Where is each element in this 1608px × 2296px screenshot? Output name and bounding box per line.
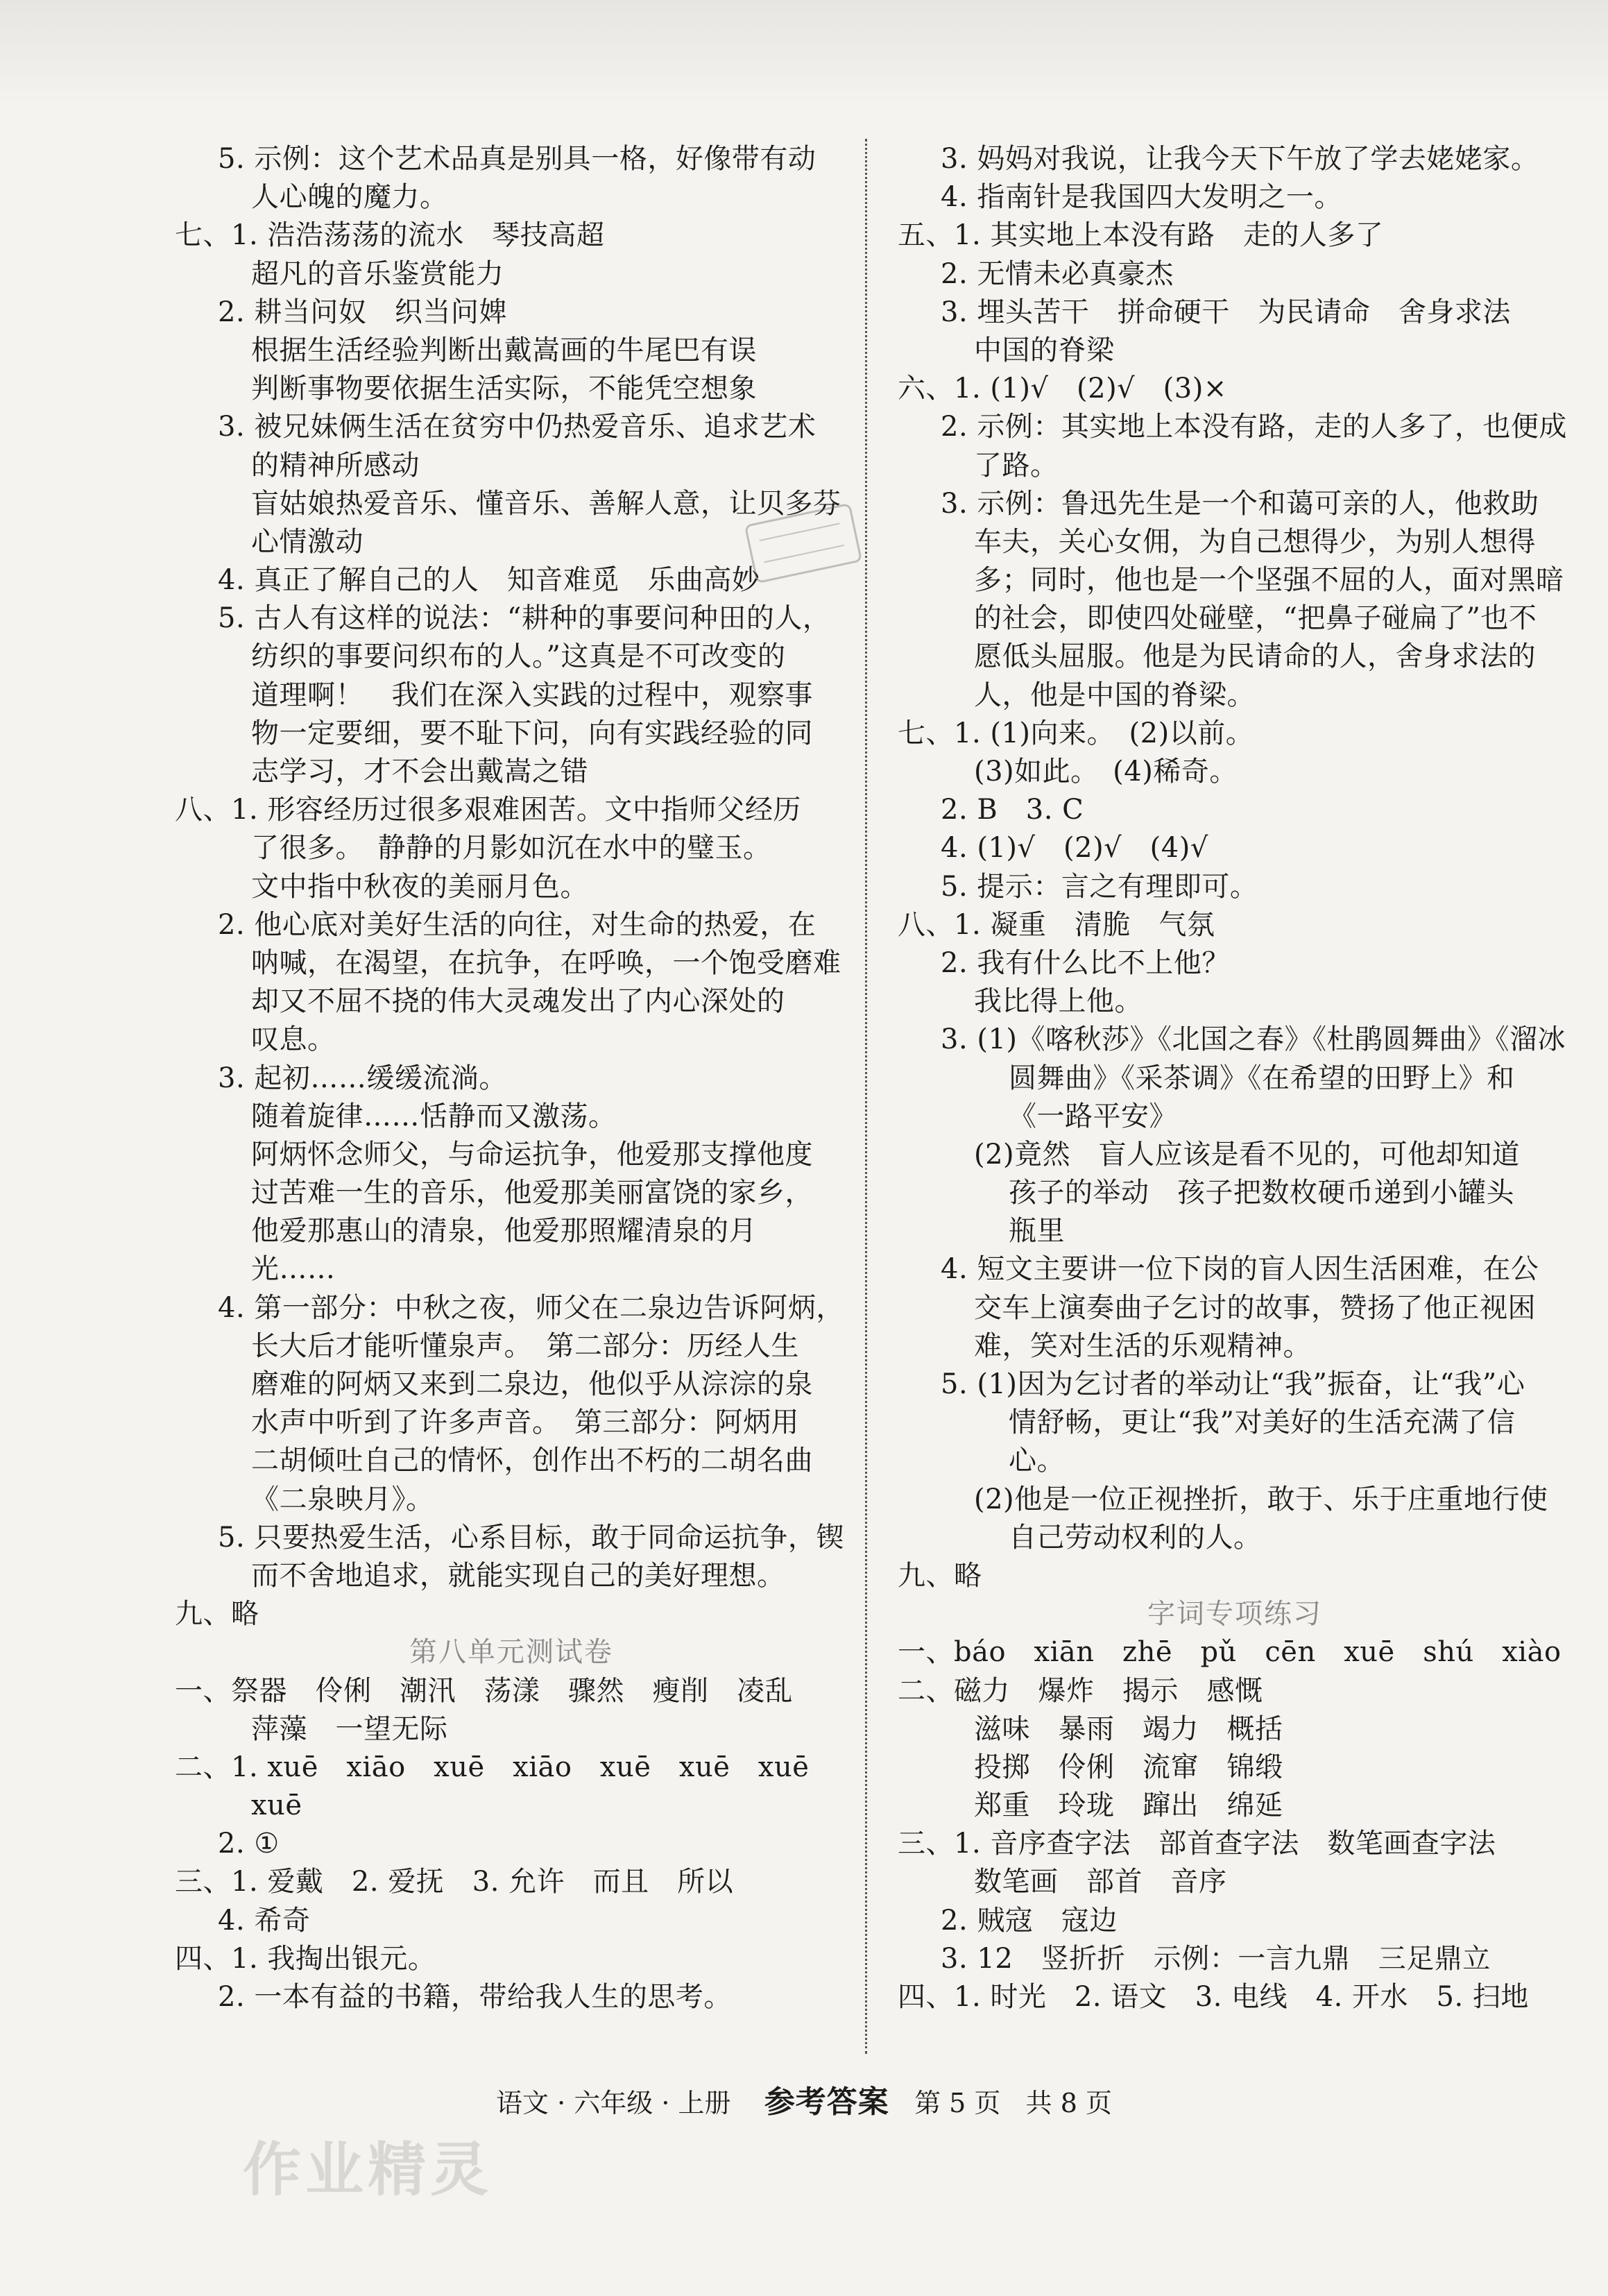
left-line: 2. 一本有益的书籍，带给我人生的思考。	[218, 1981, 732, 2013]
right-line: 5. 提示：言之有理即可。	[941, 870, 1258, 903]
right-line: 中国的脊梁	[974, 334, 1115, 366]
left-line: 却又不屈不挠的伟大灵魂发出了内心深处的	[251, 985, 785, 1018]
left-line: 5. 只要热爱生活，心系目标，敢于同命运抗争，锲	[218, 1521, 844, 1554]
right-line: 3. 妈妈对我说，让我今天下午放了学去姥姥家。	[941, 143, 1539, 175]
right-line: 多；同时，他也是一个坚强不屈的人，面对黑暗	[974, 564, 1564, 597]
page-footer	[0, 2082, 1608, 2124]
footer-total-pages: 共 8 页	[1025, 2088, 1112, 2118]
left-line: 过苦难一生的音乐，他爱那美丽富饶的家乡，	[251, 1177, 813, 1209]
right-line: 四、1. 时光 2. 语文 3. 电线 4. 开水 5. 扫地	[898, 1981, 1529, 2013]
right-line: 3. 埋头苦干 拼命硬干 为民请命 舍身求法	[941, 296, 1511, 328]
right-line: 情舒畅，更让“我”对美好的生活充满了信	[1009, 1406, 1516, 1439]
left-line: 志学习，才不会出戴嵩之错	[251, 756, 588, 788]
right-line: 5. (1)因为乞讨者的举动让“我”振奋，让“我”心	[941, 1368, 1525, 1400]
left-line: 一、祭器 伶俐 潮汛 荡漾 骤然 瘦削 凌乱	[175, 1674, 793, 1707]
section-heading: 字词专项练习	[1147, 1598, 1322, 1631]
left-line: 4. 真正了解自己的人 知音难觅 乐曲高妙	[218, 564, 760, 597]
column-divider	[865, 139, 867, 2054]
footer-brand: 参考答案	[764, 2084, 889, 2120]
section-heading: 第八单元测试卷	[409, 1636, 613, 1669]
left-line: 4. 希奇	[218, 1904, 311, 1937]
right-line: 4. 短文主要讲一位下岗的盲人因生活困难，在公	[941, 1253, 1539, 1286]
right-line: 孩子的举动 孩子把数枚硬币递到小罐头	[1009, 1177, 1514, 1209]
left-line: 八、1. 形容经历过很多艰难困苦。文中指师父经历	[175, 794, 801, 826]
left-line: 阿炳怀念师父，与命运抗争，他爱那支撑他度	[251, 1138, 813, 1171]
left-line: 5. 示例：这个艺术品真是别具一格，好像带有动	[218, 143, 816, 175]
right-line: 愿低头屈服。他是为民请命的人，舍身求法的	[974, 640, 1536, 673]
left-line: 《二泉映月》。	[251, 1483, 434, 1515]
right-line: 我比得上他。	[974, 985, 1143, 1018]
left-line: 人心魄的魔力。	[251, 181, 448, 214]
left-line: 他爱那惠山的清泉，他爱那照耀清泉的月	[251, 1215, 757, 1248]
left-line: 随着旋律……恬静而又激荡。	[251, 1100, 617, 1132]
right-line: 4. (1)√ (2)√ (4)√	[941, 832, 1208, 865]
right-line: 三、1. 音序查字法 部首查字法 数笔画查字法	[898, 1828, 1496, 1860]
left-line: 3. 起初……缓缓流淌。	[218, 1062, 507, 1094]
left-line: 萍藻 一望无际	[251, 1712, 448, 1745]
left-line: 2. 他心底对美好生活的向往，对生命的热爱，在	[218, 908, 816, 941]
left-line: 盲姑娘热爱音乐、懂音乐、善解人意，让贝多芬	[251, 487, 841, 520]
left-line: 磨难的阿炳又来到二泉边，他似乎从淙淙的泉	[251, 1368, 813, 1400]
right-line: 数笔画 部首 音序	[974, 1866, 1227, 1898]
right-line: 2. 贼寇 寇边	[941, 1904, 1118, 1937]
right-line: 投掷 伶俐 流窜 锦缎	[974, 1751, 1283, 1783]
right-line: 瓶里	[1009, 1215, 1065, 1248]
right-line: 二、磁力 爆炸 揭示 感慨	[898, 1674, 1263, 1707]
right-line: 车夫，关心女佣，为自己想得少，为别人想得	[974, 525, 1536, 558]
right-line: 2. 示例：其实地上本没有路，走的人多了，也便成	[941, 411, 1567, 443]
scan-shadow	[0, 0, 1608, 104]
right-line: 心。	[1009, 1445, 1065, 1477]
left-line: 水声中听到了许多声音。 第三部分：阿炳用	[251, 1406, 799, 1439]
left-column	[175, 140, 848, 2016]
left-line: 的精神所感动	[251, 449, 420, 482]
left-line: 呐喊，在渴望，在抗争，在呼唤，一个饱受磨难	[251, 946, 841, 979]
left-line: 2. ①	[218, 1828, 280, 1860]
right-line: 4. 指南针是我国四大发明之一。	[941, 181, 1342, 214]
right-line: 自己劳动权利的人。	[1009, 1521, 1262, 1554]
right-line: 一、báo xiān zhē pǔ cēn xuē shú xiào	[898, 1636, 1562, 1669]
left-line: 而不舍地追求，就能实现自己的美好理想。	[251, 1559, 785, 1592]
right-line: 五、1. 其实地上本没有路 走的人多了	[898, 219, 1384, 252]
right-line: 2. 我有什么比不上他？	[941, 946, 1230, 979]
left-line: 根据生活经验判断出戴嵩画的牛尾巴有误	[251, 334, 757, 366]
right-line: 3. 示例：鲁迅先生是一个和蔼可亲的人，他救助	[941, 487, 1539, 520]
right-line: (2)他是一位正视挫折，敢于、乐于庄重地行使	[974, 1483, 1548, 1515]
footer-subject: 语文 · 六年级 · 上册	[496, 2088, 731, 2118]
right-line: 2. B 3. C	[941, 794, 1084, 826]
left-line: 二、1. xuē xiāo xuē xiāo xuē xuē xuē	[175, 1751, 810, 1783]
left-line: 5. 古人有这样的说法：“耕种的事要问种田的人，	[218, 602, 831, 635]
left-line: 四、1. 我掏出银元。	[175, 1942, 436, 1975]
right-line: (3)如此。 (4)稀奇。	[974, 756, 1238, 788]
left-line: 4. 第一部分：中秋之夜，师父在二泉边告诉阿炳，	[218, 1291, 844, 1324]
footer-page-number: 第 5 页	[914, 2088, 1001, 2118]
right-line: 了路。	[974, 449, 1059, 482]
right-line: 3. 12 竖折折 示例：一言九鼎 三足鼎立	[941, 1942, 1491, 1975]
left-line: 叹息。	[251, 1023, 336, 1056]
left-line: 了很多。 静静的月影如沉在水中的璧玉。	[251, 832, 771, 865]
left-line: 长大后才能听懂泉声。 第二部分：历经人生	[251, 1329, 799, 1362]
left-line: xuē	[251, 1789, 302, 1822]
right-column	[898, 140, 1572, 2016]
right-line: (2)竟然 盲人应该是看不见的，可他却知道	[974, 1138, 1521, 1171]
left-line: 心情激动	[251, 525, 363, 558]
left-line: 光……	[251, 1253, 336, 1286]
right-line: 郑重 玲珑 蹿出 绵延	[974, 1789, 1283, 1822]
right-line: 难，笑对生活的乐观精神。	[974, 1329, 1311, 1362]
right-line: 圆舞曲》《采茶调》《在希望的田野上》和	[1009, 1062, 1515, 1094]
right-line: 人，他是中国的脊梁。	[974, 679, 1255, 711]
left-line: 二胡倾吐自己的情怀，创作出不朽的二胡名曲	[251, 1445, 813, 1477]
right-line: 交车上演奏曲子乞讨的故事，赞扬了他正视困	[974, 1291, 1536, 1324]
left-line: 七、1. 浩浩荡荡的流水 琴技高超	[175, 219, 605, 252]
right-line: 七、1. (1)向来。 (2)以前。	[898, 717, 1254, 749]
left-line: 3. 被兄妹俩生活在贫穷中仍热爱音乐、追求艺术	[218, 411, 816, 443]
left-line: 三、1. 爱戴 2. 爱抚 3. 允许 而且 所以	[175, 1866, 734, 1898]
left-line: 道理啊！ 我们在深入实践的过程中，观察事	[251, 679, 813, 711]
left-line: 纺织的事要问织布的人。”这真是不可改变的	[251, 640, 786, 673]
watermark-logo: 作业精灵	[243, 2136, 493, 2204]
left-line: 物一定要细，要不耻下问，向有实践经验的同	[251, 717, 813, 749]
right-line: 滋味 暴雨 竭力 概括	[974, 1712, 1283, 1745]
right-line: 九、略	[898, 1559, 982, 1592]
left-line: 判断事物要依据生活实际，不能凭空想象	[251, 373, 757, 405]
right-line: 六、1. (1)√ (2)√ (3)×	[898, 373, 1227, 405]
left-line: 2. 耕当问奴 织当问婢	[218, 296, 507, 328]
left-line: 文中指中秋夜的美丽月色。	[251, 870, 588, 903]
left-line: 九、略	[175, 1598, 259, 1631]
right-line: 2. 无情未必真豪杰	[941, 257, 1174, 290]
left-line: 超凡的音乐鉴赏能力	[251, 257, 504, 290]
right-line: 的社会，即使四处碰壁，“把鼻子碰扁了”也不	[974, 602, 1537, 635]
right-line: 八、1. 凝重 清脆 气氛	[898, 908, 1215, 941]
right-line: 3. (1)《喀秋莎》《北国之春》《杜鹃圆舞曲》《溜冰	[941, 1023, 1566, 1056]
right-line: 《一路平安》	[1009, 1100, 1177, 1132]
